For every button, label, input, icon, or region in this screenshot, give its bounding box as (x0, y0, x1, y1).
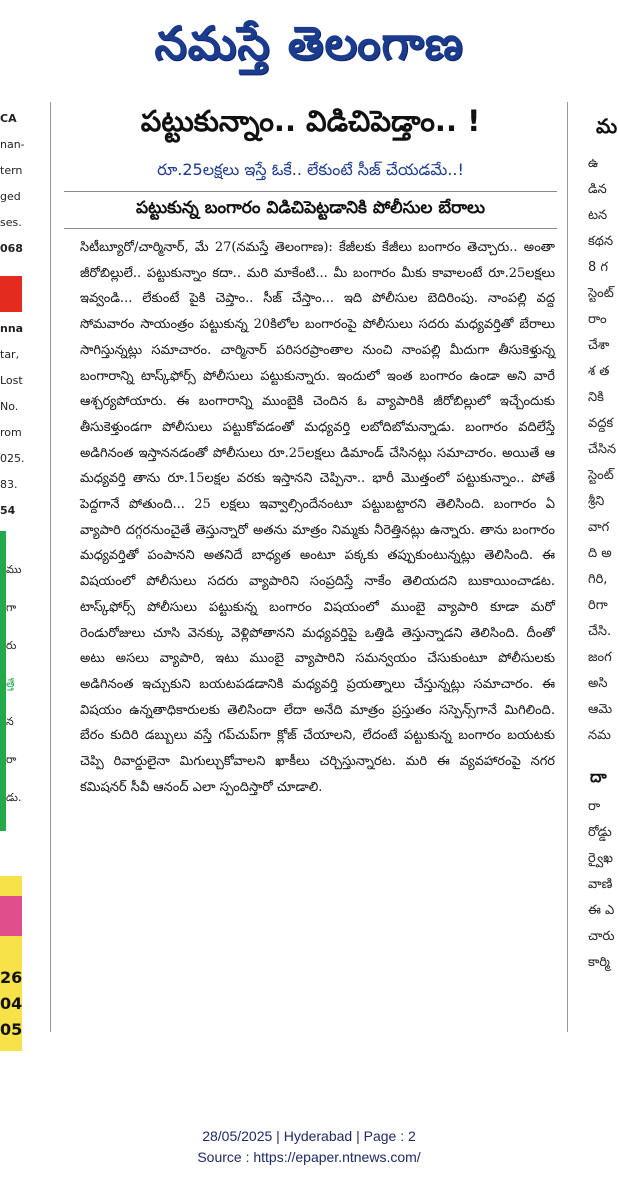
right-line: ఉ (588, 156, 599, 171)
right-line: ఆమె (588, 702, 613, 717)
left-line: న (6, 715, 14, 728)
article (58, 104, 563, 800)
article-body (80, 235, 555, 800)
left-line: Lost (0, 374, 23, 387)
column-divider-right (567, 102, 568, 1032)
footer-date-line: 28/05/2025 | Hyderabad | Page : 2 (202, 1128, 416, 1144)
masthead-title: నమస్తే తెలంగాణ (154, 16, 464, 70)
right-line: శ త (588, 364, 610, 379)
right-line: వాణి (588, 877, 613, 892)
right-heading: మ (596, 114, 618, 138)
right-heading-2: దా (590, 767, 607, 786)
right-line: నికి (588, 390, 604, 405)
right-line: నమ (588, 728, 611, 743)
left-line: 54 (0, 504, 16, 517)
column-divider-left (50, 102, 51, 1032)
left-line: రా (6, 753, 17, 766)
article-headline: పట్టుకున్నాం.. విడిచిపెడ్తాం.. ! (140, 104, 481, 138)
right-line: వద్దక (588, 416, 614, 431)
left-column-fragment (0, 106, 25, 1106)
right-line: కార్మి (588, 955, 610, 970)
left-line: nan- (0, 138, 25, 151)
right-column-fragment (570, 102, 618, 1042)
divider (64, 191, 557, 192)
right-line: జంగ (588, 650, 612, 665)
right-line: వాగ (588, 520, 610, 535)
right-line: ర్వైఖ (588, 851, 613, 866)
left-line: డు. (6, 791, 22, 804)
left-lines-2 (0, 316, 25, 524)
left-line: CA (0, 112, 17, 125)
left-advert-number: 04 (0, 994, 23, 1013)
right-line: కథన (588, 234, 614, 249)
right-line: ది అ (588, 546, 612, 561)
left-advert-number: 26 (0, 968, 23, 987)
left-line: త్తే (6, 677, 15, 690)
left-line: No. (0, 400, 19, 413)
left-line: rom (0, 426, 22, 439)
left-advert (0, 876, 22, 1051)
right-line: చేశా (588, 338, 610, 353)
right-lines-2 (570, 794, 618, 976)
left-line: 83. (0, 478, 18, 491)
left-green-box (0, 531, 22, 831)
left-line: ged (0, 190, 21, 203)
right-line: చేసిన (588, 442, 617, 457)
left-line: tar, (0, 348, 20, 361)
left-line: tern (0, 164, 23, 177)
left-lines-1 (0, 106, 25, 262)
left-advert-number: 05 (0, 1020, 23, 1039)
right-line: అసి (588, 676, 608, 691)
left-line: nna (0, 322, 24, 335)
right-line: ఈ ఎ (588, 903, 615, 918)
left-line: ses. (0, 216, 22, 229)
right-line: చారు (588, 929, 615, 944)
right-line: గిరి, (588, 572, 608, 587)
right-line: రా (588, 799, 601, 814)
left-line: 068 (0, 242, 23, 255)
right-line: టన (588, 208, 608, 223)
right-line: 8 గ (588, 260, 608, 275)
newspaper-page (0, 86, 618, 1046)
right-line: స్టెంట్ (588, 286, 614, 301)
left-red-block (0, 276, 22, 312)
left-line: 025. (0, 452, 25, 465)
masthead (0, 0, 618, 86)
page-footer (0, 1126, 618, 1168)
right-lines (570, 151, 618, 749)
footer-source-line: Source : https://epaper.ntnews.com/ (197, 1149, 421, 1165)
right-line: రాం (588, 312, 607, 327)
article-deck: పట్టుకున్న బంగారం విడిచిపెట్టడానికి పోలీసుల బేరాలు (135, 198, 485, 218)
right-line: స్టెంట్ (588, 468, 614, 483)
left-line: ము (6, 563, 22, 576)
left-line: గా (6, 601, 17, 614)
article-subheadline: రూ.25లక్షలు ఇస్తే ఓకే.. లేకుంటే సీజ్ చేయడమే..! (157, 160, 464, 179)
right-line: డిన (588, 182, 607, 197)
right-line: రిగా (588, 598, 608, 613)
divider (64, 228, 557, 229)
left-line: రు (6, 639, 17, 652)
left-green-lines (6, 551, 21, 817)
right-line: రోడ్డు (588, 825, 612, 840)
article-body-text: సిటీబ్యూరో/చార్మినార్, మే 27(నమస్తే తెలంగాణ): కేజీలకు కేజీలు బంగారం తెచ్చారు.. అంతా జీరోబిల్లులే.. పట్టుకున్నాం కదా.. మరి మాకేంటి... మీ బంగారం మీకు కావాలంటే రూ.25లక్షలు ఇవ్వండి... లేకుంటే పైకి చెప్తాం.. సీజ్ చేస్తాం... ఇది పోలీసుల బెదిరింపు. నాంపల్లి వద్ద సోమవారం సాయంత్రం పట్టుకున్న 20కిలోల బంగారంపై పోలీసులు సదరు మధ్యవర్తితో బేరాలు సాగిస్తున్నట్లు సమాచారం. చార్మినార్ పరిసరప్రాంతాల నుంచి నాంపల్లి మీదుగా తీసుకెళ్తున్న బంగారాన్ని టాస్క్‌ఫోర్స్ పోలీసులు పట్టుకున్నారు. ఇందులో ఇంత బంగారం ఉండా అని వారే ఆశ్చర్యపోయారు. ఈ బంగారాన్ని ముంబైకి చెందిన ఓ వ్యాపారికి జీరోబిల్లులో ఇచ్చేందుకు తీసుకెళ్తుండగా పోలీసులు పట్టుకోవడంతో మధ్యవర్తి లబోదిబోమన్నాడు. బంగారం వదిలేస్తే అడిగినంత ఇస్తాననడంతో పోలీసులు రూ.25లక్షలు డిమాండ్ చేసినట్లు సమాచారం. అయితే ఆ మధ్యవర్తి తాను రూ.15లక్షల వరకు ఇస్తానని చెప్పినా.. భారీ మొత్తంలో పట్టుకున్నాం.. పోతే పెద్దగానే పోతుంది... 25 లక్షలు ఇవ్వాల్సిందేనంటూ పట్టుబట్టారని తెలిసింది. బంగారం ఏ వ్యాపారి దగ్గరనుంచైతే తెస్తున్నారో అతను మాత్రం నిమ్మకు నీరెత్తినట్లు ఉన్నారు. తాను బంగారం మధ్యవర్తితో పంపానని అతనిదే బాధ్యత అంటూ పక్కకు తప్పుకుంటున్నట్లు తెలిసింది. ఈ విషయంలో పోలీసులు సదరు వ్యాపారిని సంప్రదిస్తే నాకేం తెలియదని బుకాయించాడట. టాస్క్‌ఫోర్స్ పోలీసులు పట్టుకున్న బంగారం విషయంలో ముంబై వ్యాపారి కూడా మరో రెండురోజులు చూసి వెనక్కు వెళ్లిపోతానని మధ్యవర్తిపై ఒత్తిడి తెస్తున్నాడని తెలిసింది. దీంతో అటు అసలు వ్యాపారి, ఇటు ముంబై వ్యాపారిని సమన్వయం చేసుకుంటూ పోలీసులకు అడిగినంత ఇచ్చుకుని బయటపడడానికి మధ్యవర్తి ప్రయత్నాలు చేస్తున్నట్లు సమాచారం. ఈ విషయం ఉన్నతాధికారులకు తెలిసిందా లేదా అనేది మాత్రం ప్రస్తుతం సస్పెన్స్‌గానే మిగిలింది. బేరం కుదిరి డబ్బులు వస్తే గప్‌చుప్‌గా క్లోజ్ చేయాలని, లేదంటే పట్టుకున్న బంగారం బయటకు చెప్పి రివార్డులైనా మిగుల్చుకోవాలని ఖాకీలు చర్చిస్తున్నారట. మరి ఈ వ్యవహారంపై నగర కమిషనర్ సీవీ ఆనంద్ ఎలా స్పందిస్తారో చూడాలి. (80, 240, 555, 795)
right-line: శ్రీని (588, 494, 605, 509)
right-line: చేసి. (588, 624, 612, 639)
left-advert-image (0, 896, 22, 936)
